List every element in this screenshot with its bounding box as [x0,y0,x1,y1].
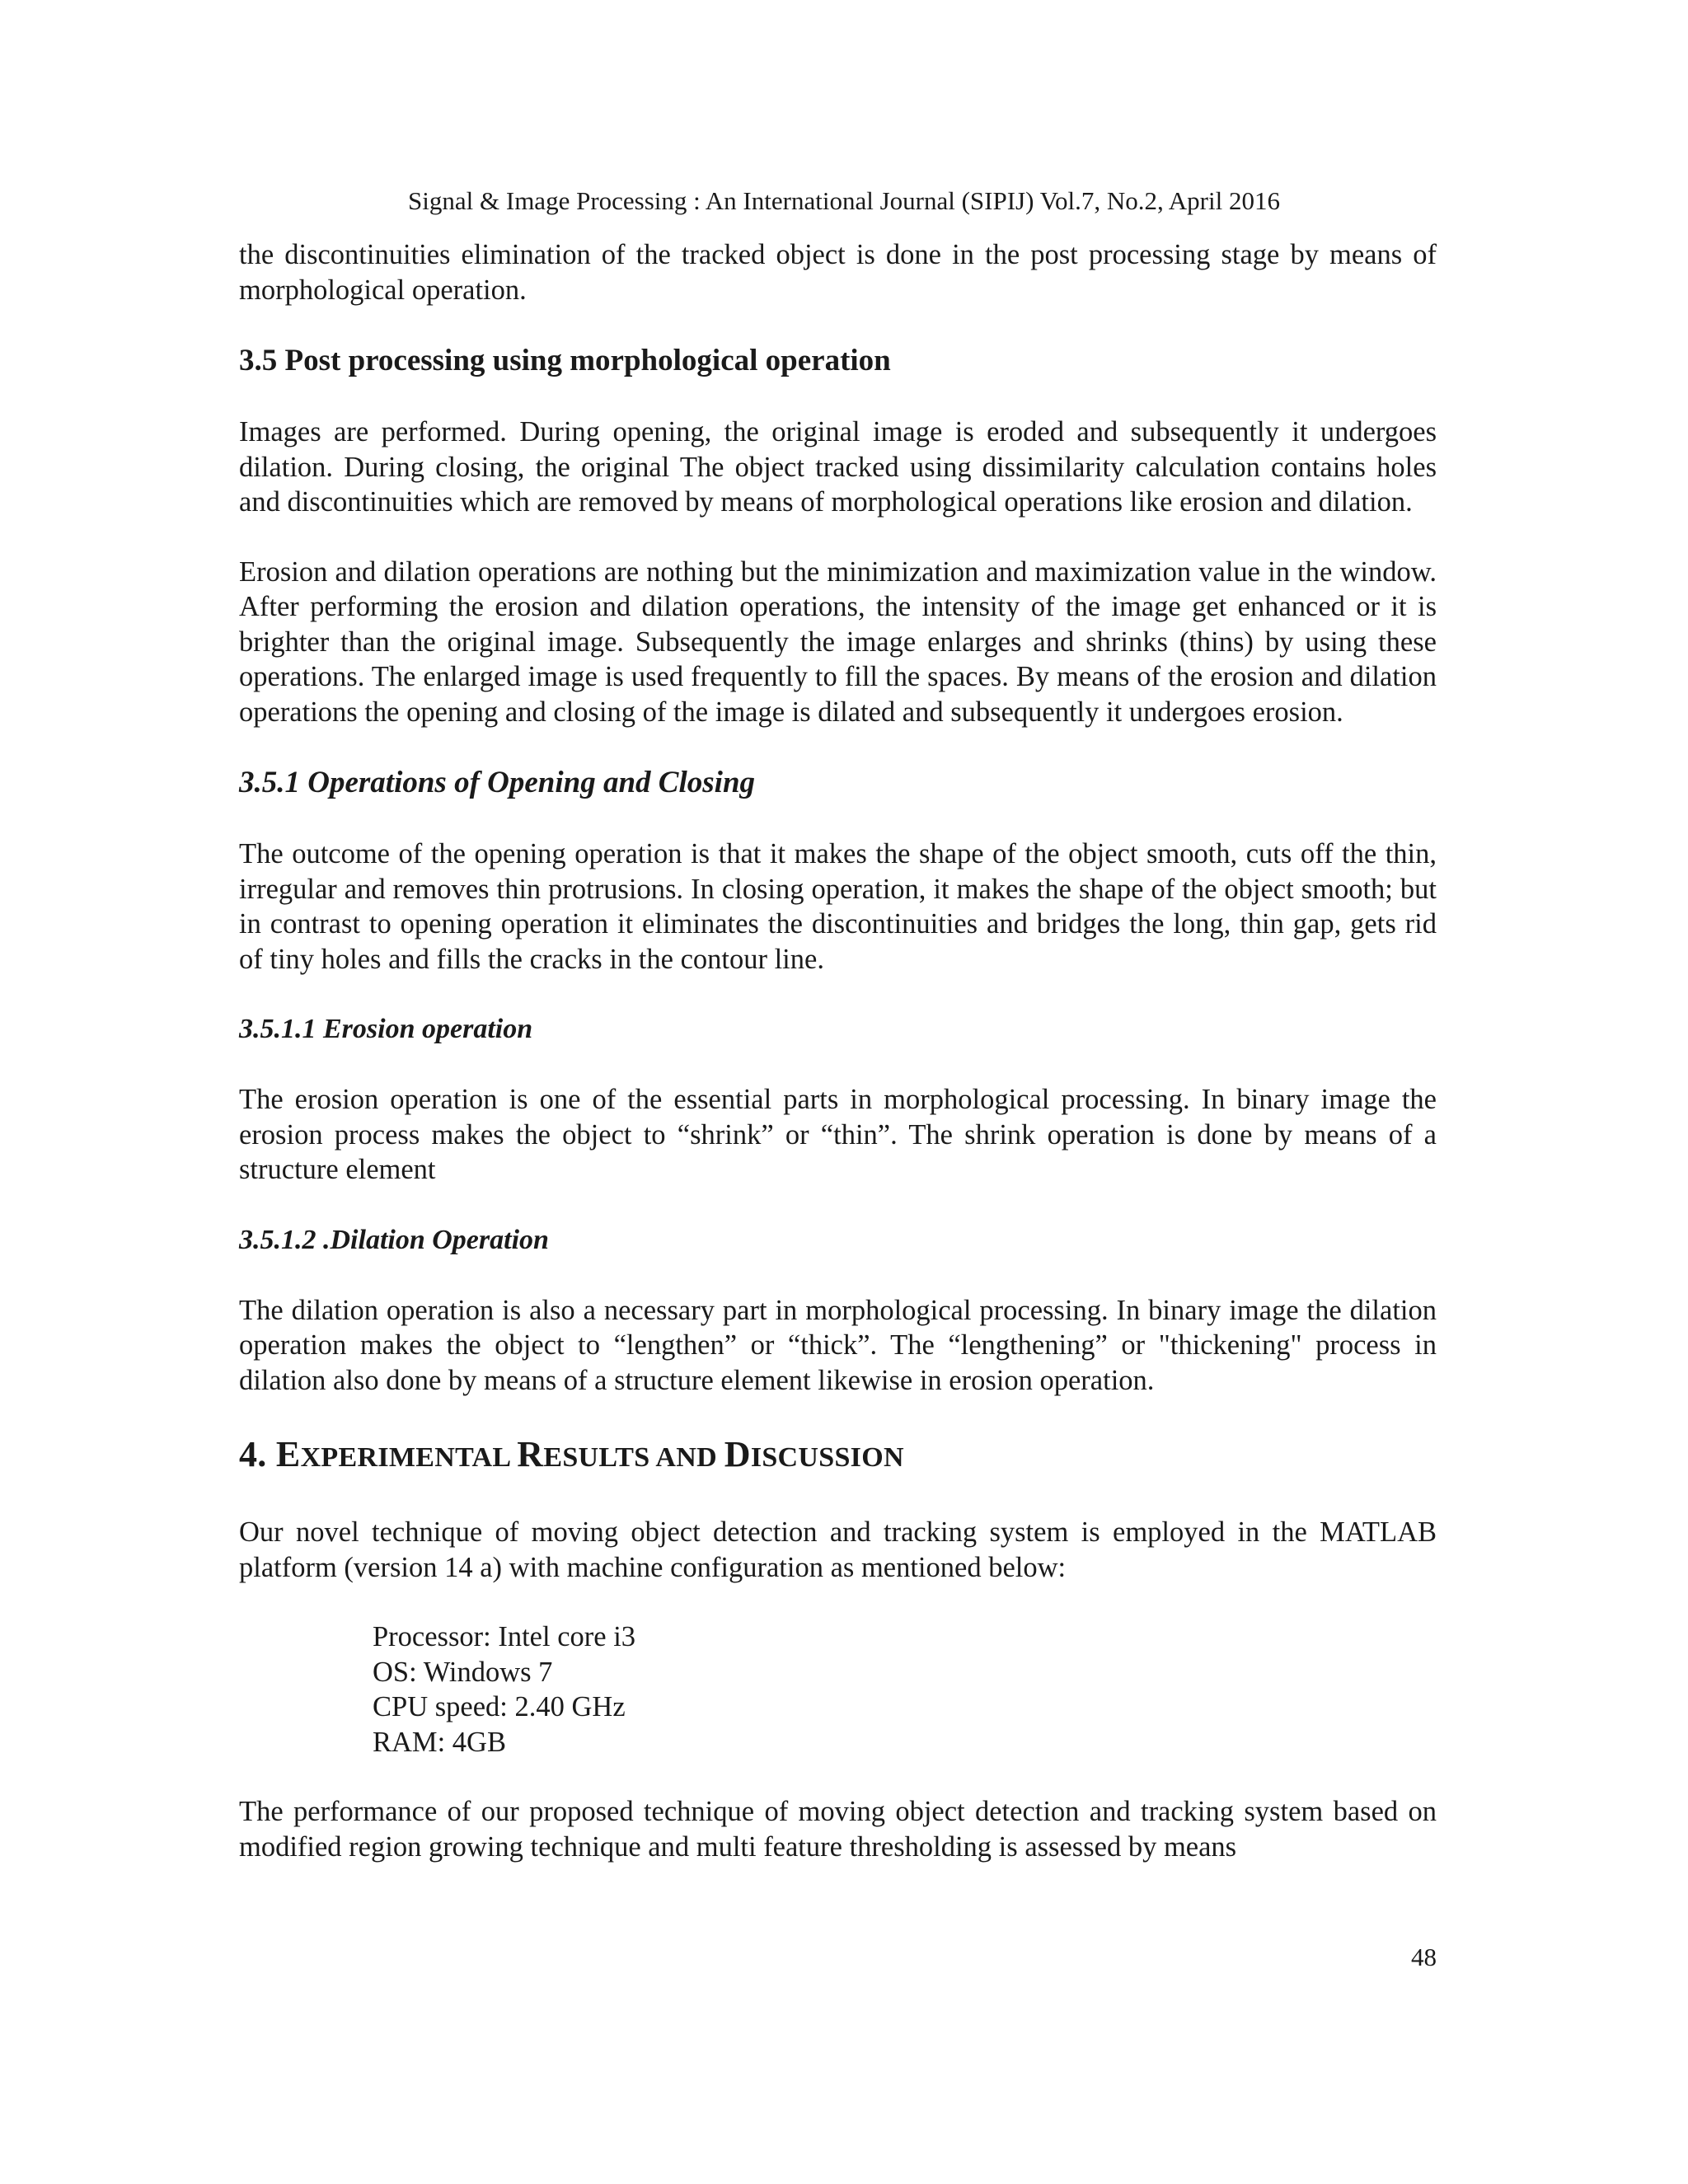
spec-ram: RAM: 4GB [373,1726,506,1758]
section-4-title-part: D [724,1434,751,1474]
section-3-5-paragraph-1: Images are performed. During opening, the original image is eroded and subsequently it undergoes dilation. During closing, the original The object tracked using dissimilarity calculation contains holes and discontinuities which are removed by means of morphological operations like erosion and dilation. [239,416,1437,518]
page-content [239,237,1437,1864]
intro-paragraph: the discontinuities elimination of the tracked object is done in the post processing stage by means of morphological operation. [239,239,1437,306]
machine-config-list [373,1619,1437,1760]
section-4-number: 4. [239,1434,276,1474]
section-3-5-1-2-heading: 3.5.1.2 .Dilation Operation [239,1224,549,1255]
section-3-5-1-heading: 3.5.1 Operations of Opening and Closing [239,766,756,799]
section-4-title-part: ESULTS AND [543,1442,724,1473]
section-3-5-1-1-paragraph: The erosion operation is one of the essential parts in morphological processing. In binary image the erosion process makes the object to “shrink” or “thin”. The shrink operation is done by means of a structure element [239,1084,1437,1185]
section-4-title-part: XPERIMENTAL [300,1442,518,1473]
spec-cpu-speed: CPU speed: 2.40 GHz [373,1691,626,1722]
section-4-title-part: ISCUSSION [750,1442,904,1473]
section-3-5-heading: 3.5 Post processing using morphological operation [239,344,891,377]
spec-processor: Processor: Intel core i3 [373,1621,636,1652]
page-number: 48 [1411,1943,1437,1971]
section-3-5-1-2-paragraph: The dilation operation is also a necessary part in morphological processing. In binary image the dilation operation makes the object to “lengthen” or “thick”. The “lengthening” or "thickening" process in dilation also done by means of a structure element likewise in erosion operation. [239,1294,1437,1396]
running-header: Signal & Image Processing : An International Journal (SIPIJ) Vol.7, No.2, April 2016 [408,186,1280,215]
section-4-paragraph-2: The performance of our proposed technique of moving object detection and tracking system based on modified region growing technique and multi feature thresholding is assessed by means [239,1796,1437,1863]
section-4-paragraph-1: Our novel technique of moving object detection and tracking system is employed in the MATLAB platform (version 14 a) with machine configuration as mentioned below: [239,1516,1437,1583]
section-3-5-1-1-heading: 3.5.1.1 Erosion operation [239,1014,533,1044]
spec-os: OS: Windows 7 [373,1656,553,1688]
section-4-title-part: E [275,1434,301,1474]
section-4-title-part: R [517,1434,544,1474]
section-3-5-paragraph-2: Erosion and dilation operations are nothing but the minimization and maximization value in the window. After performing the erosion and dilation operations, the intensity of the image get enhanced or it is brighter than the original image. Subsequently the image enlarges and shrinks (thins) by using these operations. The enlarged image is used frequently to fill the spaces. By means of the erosion and dilation operations the opening and closing of the image is dilated and subsequently it undergoes erosion. [239,555,1437,728]
section-4-heading [239,1432,1437,1480]
section-3-5-1-paragraph: The outcome of the opening operation is that it makes the shape of the object smooth, cuts off the thin, irregular and removes thin protrusions. In closing operation, it makes the shape of the object smooth; but in contrast to opening operation it eliminates the discontinuities and bridges the long, thin gap, gets rid of tiny holes and fills the cracks in the contour line. [239,838,1437,975]
